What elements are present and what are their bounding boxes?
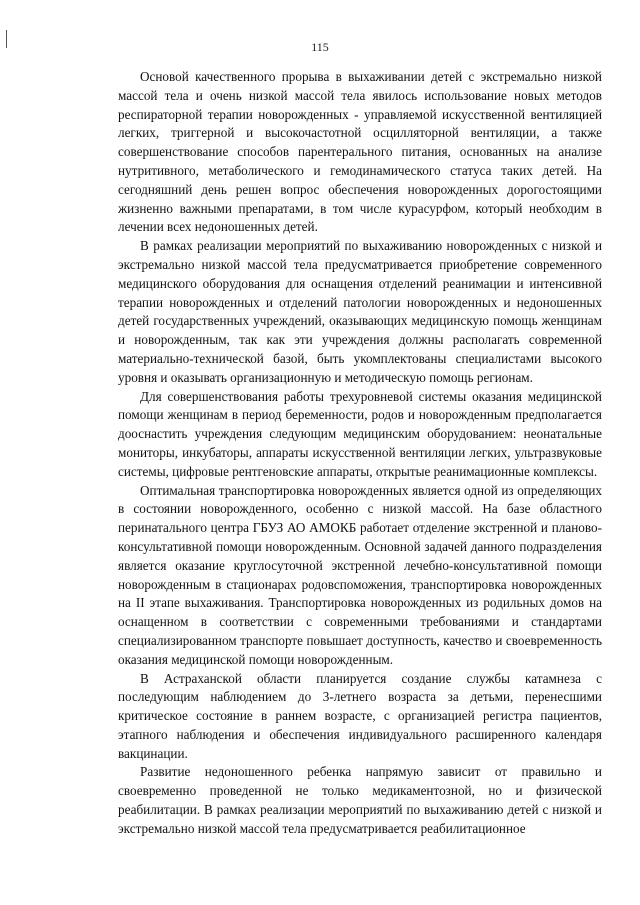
body-text xyxy=(118,68,602,839)
paragraph-rehabilitation: Развитие недоношенного ребенка напрямую зависит от правильно и своевременно проведенной не только медикаментозной, но и физической реабилитации. В рамках реализации мероприятий по выхаживанию детей с низкой и экстремально низкой массой тела предусматривается реабилитационное xyxy=(118,764,602,836)
paragraph-transportation: Оптимальная транспортировка новорожденных является одной из определяющих в состоянии новорожденного, особенно с низкой массой. На базе областного перинатального центра ГБУЗ АО АМОКБ работает отделение экстренной и планово-консультативной помощи новорожденным. Основной задачей данного подразделения является оказание круглосуточной экстренной лечебно-консультативной помощи новорожденным в стационарах родовспоможения, транспортировка новорожденных на II этапе выхаживания. Транспортировка новорожденных из родильных домов на оснащенном в соответствии с современными требованиями и стандартами специализированном транспорте повышает доступность, качество и своевременность оказания медицинской помощи новорожденным. xyxy=(118,482,602,667)
paragraph-three-level-system: Для совершенствования работы трехуровневой системы оказания медицинской помощи женщинам в период беременности, родов и новорожденным предполагается дооснастить учреждения следующим медицинским оборудованием: неонатальные мониторы, инкубаторы, аппараты искусственной вентиляции легких, ультразвуковые системы, цифровые рентгеновские аппараты, открытые реанимационные комплексы. xyxy=(118,388,602,479)
paragraph-equipment-purchase: В рамках реализации мероприятий по выхаживанию новорожденных с низкой и экстремально низкой массой тела предусматривается приобретение современного медицинского оборудования для оснащения отделений реанимации и интенсивной терапии новорожденных и отделений патологии новорожденных и недоношенных детей государственных учреждений, оказывающих медицинскую помощь женщинам и новорожденным, так как эти учреждения должны располагать современной материально-технической базой, быть укомплектованы специалистами высокого уровня и оказывать организационную и методическую помощь регионам. xyxy=(118,238,602,385)
paragraph-catamnesis-service: В Астраханской области планируется создание службы катамнеза с последующим наблюдением до 3-летнего возраста за детьми, перенесшими критическое состояние в раннем возрасте, с организацией регистра пациентов, этапного наблюдения и обеспечения индивидуального расширенного календаря вакцинации. xyxy=(118,670,602,761)
paragraph-respiratory-therapy: Основой качественного прорыва в выхаживании детей с экстремально низкой массой тела и очень низкой массой тела явилось использование новых методов респираторной терапии новорожденных - управляемой искусственной вентиляцией легких, триггерной и высокочастотной осцилляторной вентиляции, а также совершенствование способов парентерального питания, основанных на анализе нутритивного, метаболического и гемодинамического статуса таких детей. На сегодняшний день решен вопрос обеспечения новорожденных дорогостоящими жизненно важными препаратами, в том числе курасурфом, который необходим в лечении всех недоношенных детей. xyxy=(118,69,602,235)
page-number: 115 xyxy=(311,40,329,54)
